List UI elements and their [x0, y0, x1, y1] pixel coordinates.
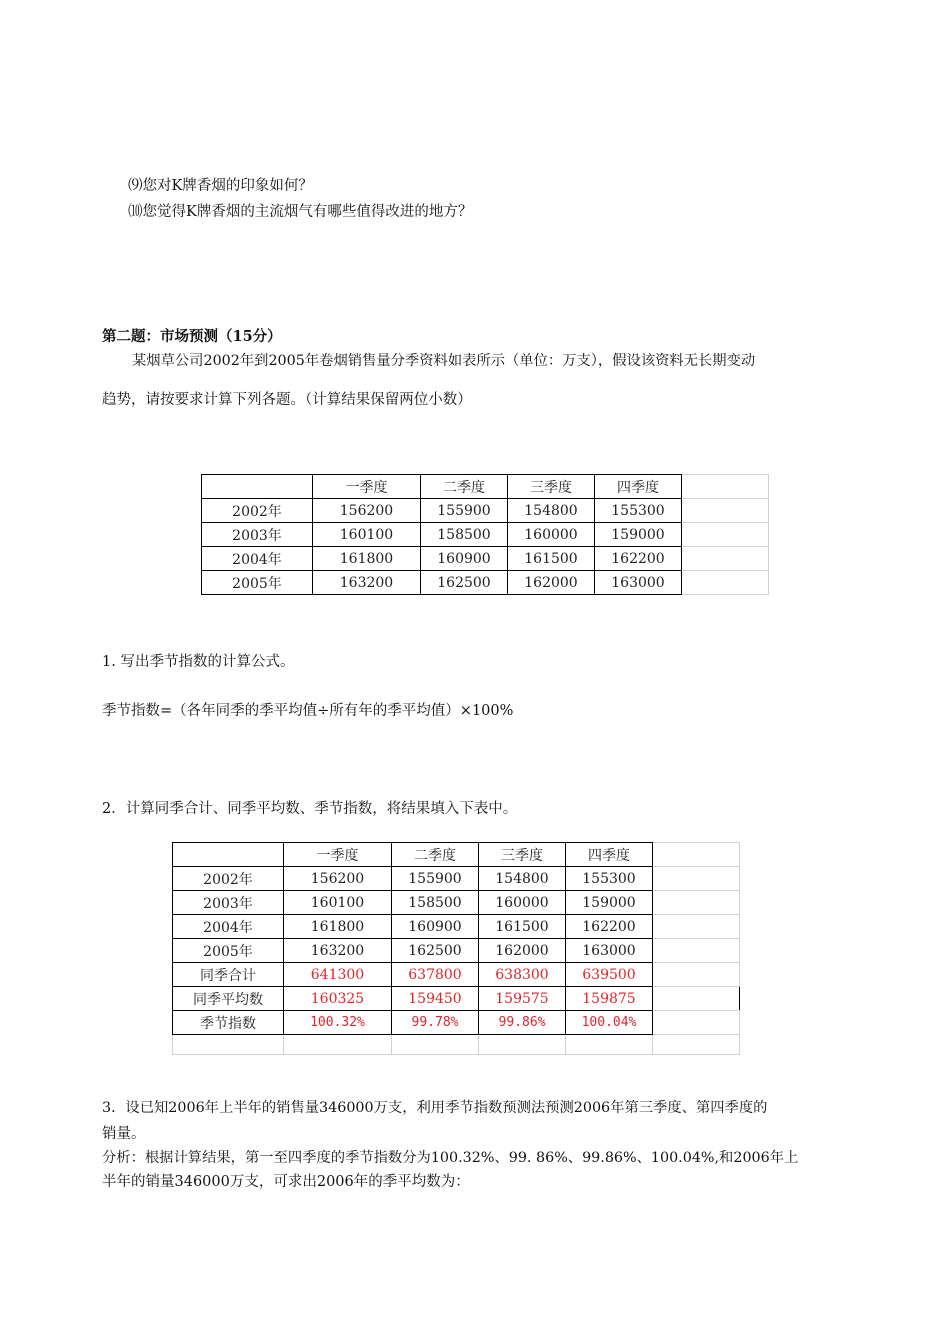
value-cell: 162200: [566, 915, 653, 939]
table-row: [173, 891, 740, 915]
value-cell: 162500: [392, 939, 479, 963]
empty-cell: [653, 1011, 740, 1035]
table-header-cell: 二季度: [421, 475, 508, 499]
empty-cell: [653, 843, 740, 867]
result-cell: 637800: [392, 963, 479, 987]
value-cell: 155300: [595, 499, 682, 523]
result-cell: 99.78%: [392, 1011, 479, 1035]
year-cell: 2005年: [173, 939, 284, 963]
empty-cell: [566, 1035, 653, 1055]
value-cell: 155900: [421, 499, 508, 523]
value-cell: 163000: [566, 939, 653, 963]
value-cell: 155300: [566, 867, 653, 891]
year-cell: 2004年: [202, 547, 313, 571]
value-cell: 161800: [284, 915, 392, 939]
row-label-cell: 季节指数: [173, 1011, 284, 1035]
value-cell: 160100: [313, 523, 421, 547]
year-cell: 2003年: [202, 523, 313, 547]
table-header-cell: 一季度: [313, 475, 421, 499]
empty-cell: [653, 1035, 740, 1055]
result-cell: 100.32%: [284, 1011, 392, 1035]
table-header-cell: [202, 475, 313, 499]
table-header-row: [202, 475, 769, 499]
empty-cell: [284, 1035, 392, 1055]
value-cell: 162500: [421, 571, 508, 595]
empty-cell: [653, 939, 740, 963]
result-cell: 100.04%: [566, 1011, 653, 1035]
same-season-total-row: [173, 963, 740, 987]
result-cell: 639500: [566, 963, 653, 987]
item1-title: 1. 写出季节指数的计算公式。: [102, 654, 295, 670]
empty-cell: [682, 475, 769, 499]
empty-cell: [392, 1035, 479, 1055]
value-cell: 158500: [421, 523, 508, 547]
result-cell: 641300: [284, 963, 392, 987]
value-cell: 159000: [595, 523, 682, 547]
empty-cell: [653, 891, 740, 915]
result-cell: 159450: [392, 987, 479, 1011]
table-header-cell: 三季度: [508, 475, 595, 499]
table-header-cell: 二季度: [392, 843, 479, 867]
item3-line1: 3．设已知2006年上半年的销售量346000万支，利用季节指数预测法预测2006年第三季度、第四季度的: [102, 1100, 768, 1116]
empty-cell: [653, 867, 740, 891]
table-row: [202, 523, 769, 547]
empty-cell: [653, 915, 740, 939]
item3-line2: 销量。: [102, 1126, 146, 1142]
empty-cell: [653, 963, 740, 987]
empty-cell: [479, 1035, 566, 1055]
value-cell: 161800: [313, 547, 421, 571]
sales-table: [201, 474, 769, 595]
value-cell: 154800: [479, 867, 566, 891]
table-header-cell: 四季度: [595, 475, 682, 499]
value-cell: 163200: [284, 939, 392, 963]
value-cell: 158500: [392, 891, 479, 915]
table-row: [173, 939, 740, 963]
section2-intro-line2: 趋势，请按要求计算下列各题。（计算结果保留两位小数）: [102, 392, 472, 408]
question-9: ⑼您对K牌香烟的印象如何？: [128, 178, 313, 194]
analysis-line1: 分析：根据计算结果，第一至四季度的季节指数分为100.32%、99. 86%、99.86%、100.04%,和2006年上: [102, 1150, 799, 1166]
table-row: [202, 571, 769, 595]
value-cell: 163000: [595, 571, 682, 595]
value-cell: 160900: [392, 915, 479, 939]
item2-title: 2．计算同季合计、同季平均数、季节指数，将结果填入下表中。: [102, 801, 518, 817]
value-cell: 155900: [392, 867, 479, 891]
seasonal-index-formula: 季节指数=（各年同季的季平均值÷所有年的季平均值）×100%: [102, 703, 514, 719]
year-cell: 2003年: [173, 891, 284, 915]
result-cell: 159575: [479, 987, 566, 1011]
empty-cell: [682, 547, 769, 571]
year-cell: 2002年: [173, 867, 284, 891]
value-cell: 160900: [421, 547, 508, 571]
table-header-cell: 一季度: [284, 843, 392, 867]
table-header-cell: [173, 843, 284, 867]
value-cell: 156200: [313, 499, 421, 523]
value-cell: 154800: [508, 499, 595, 523]
blank-row: [173, 1035, 740, 1055]
value-cell: 162000: [479, 939, 566, 963]
table-row: [202, 547, 769, 571]
value-cell: 163200: [313, 571, 421, 595]
year-cell: 2002年: [202, 499, 313, 523]
value-cell: 160000: [479, 891, 566, 915]
section2-intro-line1: 某烟草公司2002年到2005年卷烟销售量分季资料如表所示（单位：万支），假设该资料无长期变动: [132, 353, 756, 369]
table-header-cell: 三季度: [479, 843, 566, 867]
empty-cell: [682, 499, 769, 523]
value-cell: 162200: [595, 547, 682, 571]
empty-cell: [653, 987, 740, 1011]
empty-cell: [173, 1035, 284, 1055]
empty-cell: [682, 523, 769, 547]
table-row: [202, 499, 769, 523]
year-cell: 2005年: [202, 571, 313, 595]
seasonal-index-table: [172, 842, 740, 1055]
value-cell: 160100: [284, 891, 392, 915]
value-cell: 162000: [508, 571, 595, 595]
table-header-row: [173, 843, 740, 867]
row-label-cell: 同季平均数: [173, 987, 284, 1011]
seasonal-index-row: [173, 1011, 740, 1035]
value-cell: 160000: [508, 523, 595, 547]
result-cell: 638300: [479, 963, 566, 987]
value-cell: 161500: [479, 915, 566, 939]
value-cell: 159000: [566, 891, 653, 915]
year-cell: 2004年: [173, 915, 284, 939]
result-cell: 99.86%: [479, 1011, 566, 1035]
table-header-cell: 四季度: [566, 843, 653, 867]
analysis-line2: 半年的销量346000万支，可求出2006年的季平均数为：: [102, 1174, 470, 1190]
table-row: [173, 915, 740, 939]
row-label-cell: 同季合计: [173, 963, 284, 987]
result-cell: 159875: [566, 987, 653, 1011]
result-cell: 160325: [284, 987, 392, 1011]
value-cell: 161500: [508, 547, 595, 571]
same-season-average-row: [173, 987, 740, 1011]
table-row: [173, 867, 740, 891]
empty-cell: [682, 571, 769, 595]
question-10: ⑽您觉得K牌香烟的主流烟气有哪些值得改进的地方？: [128, 204, 473, 220]
value-cell: 156200: [284, 867, 392, 891]
section2-title: 第二题：市场预测（15分）: [102, 328, 282, 345]
